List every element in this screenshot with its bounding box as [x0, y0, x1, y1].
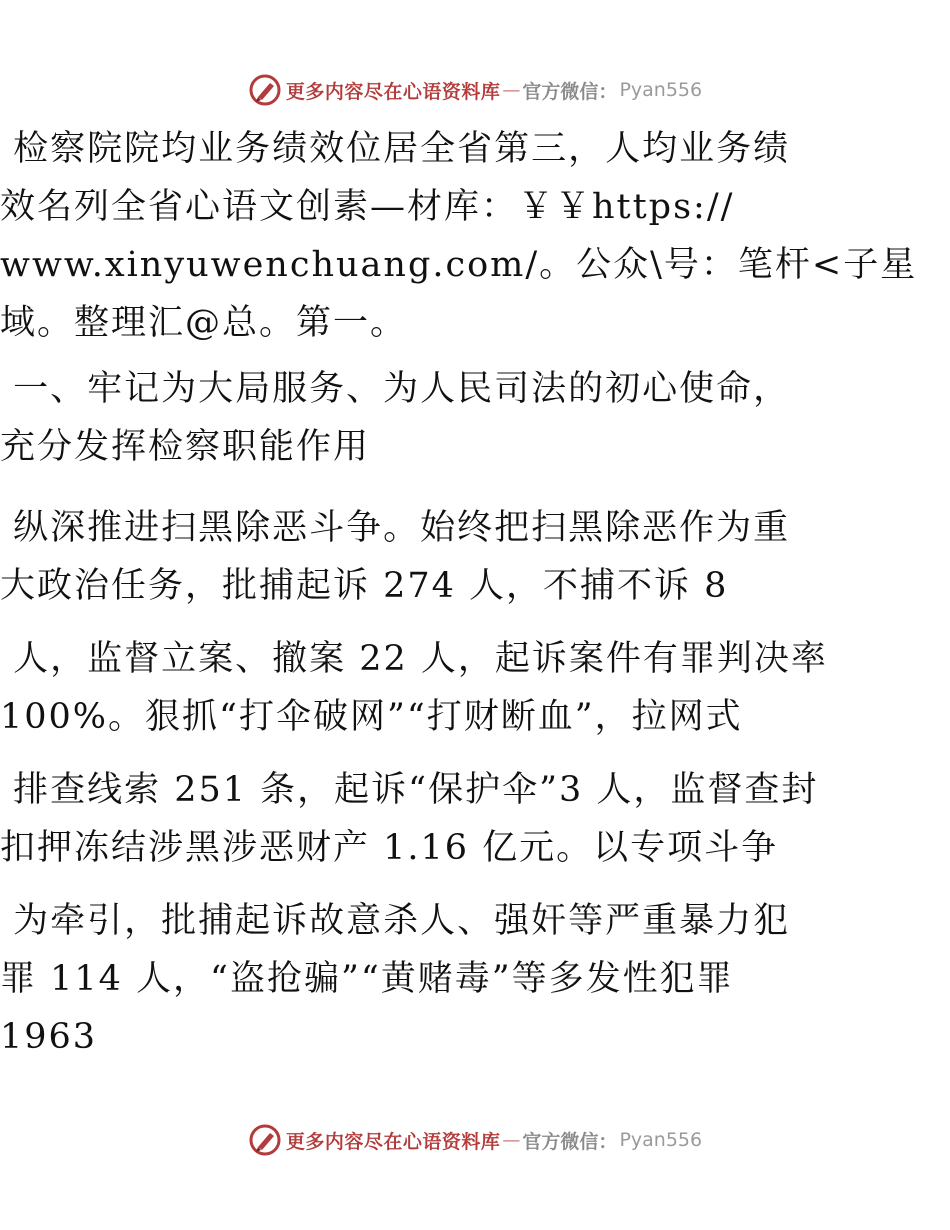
body-line: 罪 114 人，“盗抢骗”“黄赌毒”等多发性犯罪 — [0, 959, 734, 999]
banner-brand-text: 更多内容尽在心语资料库 — [285, 1130, 501, 1153]
banner-wechat-handle: Pyan556 — [619, 1129, 703, 1151]
body-line: 人，监督立案、撤案 22 人，起诉案件有罪判决率 — [0, 639, 828, 679]
banner-separator: — — [502, 79, 521, 101]
body-line: 100%。狠抓“打伞破网”“打财断血”，拉网式 — [0, 697, 743, 737]
banner-official-label: 官方微信： — [522, 1130, 618, 1153]
body-line: 域。整理汇@总。第一。 — [0, 303, 408, 343]
banner-separator: — — [502, 1129, 521, 1151]
body-line: 效名列全省心语文创素—材库：￥￥https:// — [0, 187, 735, 227]
pen-logo-icon — [248, 1123, 282, 1157]
body-line: 纵深推进扫黑除恶斗争。始终把扫黑除恶作为重 — [0, 508, 791, 548]
body-line: 为牵引，批捕起诉故意杀人、强奸等严重暴力犯 — [0, 901, 791, 941]
banner-brand-text: 更多内容尽在心语资料库 — [285, 80, 501, 103]
section-heading-line: 充分发挥检察职能作用 — [0, 427, 371, 467]
banner-official-label: 官方微信： — [522, 80, 618, 103]
body-line: 1963 — [0, 1017, 98, 1057]
banner-wechat-handle: Pyan556 — [619, 79, 703, 101]
pen-logo-icon — [248, 73, 282, 107]
body-line: 大政治任务，批捕起诉 274 人，不捕不诉 8 — [0, 566, 729, 606]
header-banner — [0, 72, 950, 108]
footer-banner — [0, 1122, 950, 1158]
body-line: 排查线索 251 条，起诉“保护伞”3 人，监督查封 — [0, 770, 819, 810]
body-line: 扣押冻结涉黑涉恶财产 1.16 亿元。以专项斗争 — [0, 828, 779, 868]
section-heading-line: 一、牢记为大局服务、为人民司法的初心使命， — [0, 369, 791, 409]
body-line: 检察院院均业务绩效位居全省第三，人均业务绩 — [0, 129, 791, 169]
body-line: www.xinyuwenchuang.com/。公众\号：笔杆<子星 — [0, 245, 918, 285]
